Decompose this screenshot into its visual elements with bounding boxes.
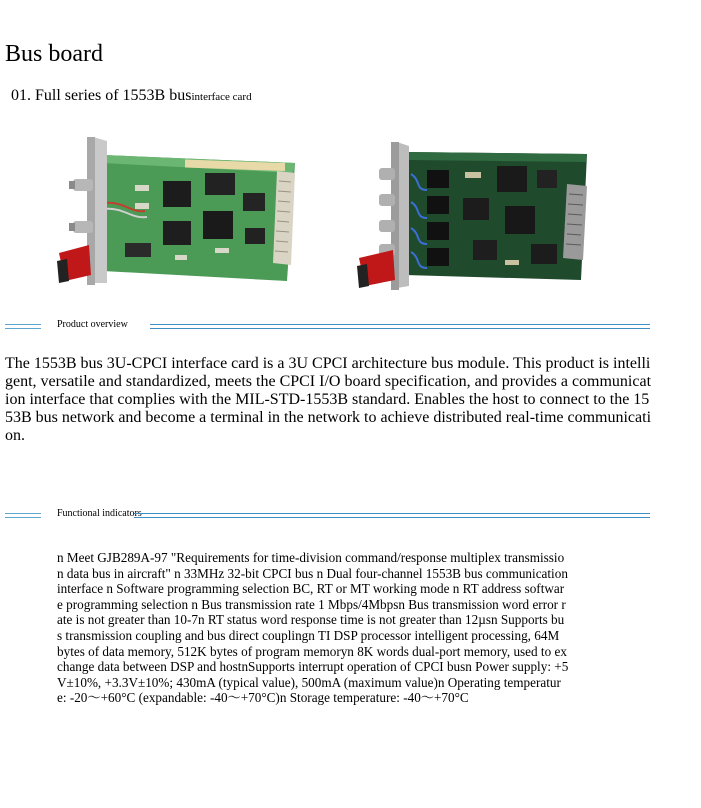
- bus-card-image-1: [55, 133, 300, 288]
- bus-card-image-2: [355, 140, 590, 290]
- functional-indicators-paragraph: n Meet GJB289A-97 "Requirements for time-division command/response multiplex transmission data bus in aircraft" n 33MHz 32-bit CPCI bus n Dual four-channel 1553B bus communication interface n Software programming selection BC, RT or MT working mode n RT address software programming selection n Bus transmission rate 1 Mbps/4Mbpsn Bus transmission word error rate is not greater than 10-7n RT status word response time is not greater than 12µsn Supports bus transmission coupling and bus direct couplingn TI DSP processor intelligent processing, 64M bytes of data memory, 512K bytes of program memoryn 8K words dual-port memory, used to exchange data between DSP and hostnSupports interrupt operation of CPCI busn Power supply: +5V±10%, +3.3V±10%; 430mA (typical value), 500mA (maximum value)n Operating temperature: -20～+60°C (expandable: -40～+70°C)n Storage temperature: -40～+70°C: [57, 550, 569, 706]
- overview-paragraph: The 1553B bus 3U-CPCI interface card is a 3U CPCI architecture bus module. This product is intelligent, versatile and standardized, meets the CPCI I/O board specification, and provides a communication interface that complies with the MIL-STD-1553B standard. Enables the host to connect to the 1553B bus network and become a terminal in the network to achieve distributed real-time communication.: [5, 355, 652, 444]
- section-header-functional: [5, 507, 650, 521]
- section-header-overview: [5, 318, 650, 332]
- section-rule-left: [5, 513, 41, 518]
- section-rule-right: [150, 324, 650, 329]
- page-title: Bus board: [5, 41, 103, 67]
- section-label-overview: Product overview: [57, 319, 128, 330]
- subtitle-small: interface card: [191, 91, 252, 103]
- subtitle-main: 01. Full series of 1553B bus: [11, 87, 192, 104]
- section-rule-right: [134, 513, 650, 518]
- subtitle: [11, 86, 252, 107]
- section-rule-left: [5, 324, 41, 329]
- section-label-functional: Functional indicators: [57, 508, 142, 519]
